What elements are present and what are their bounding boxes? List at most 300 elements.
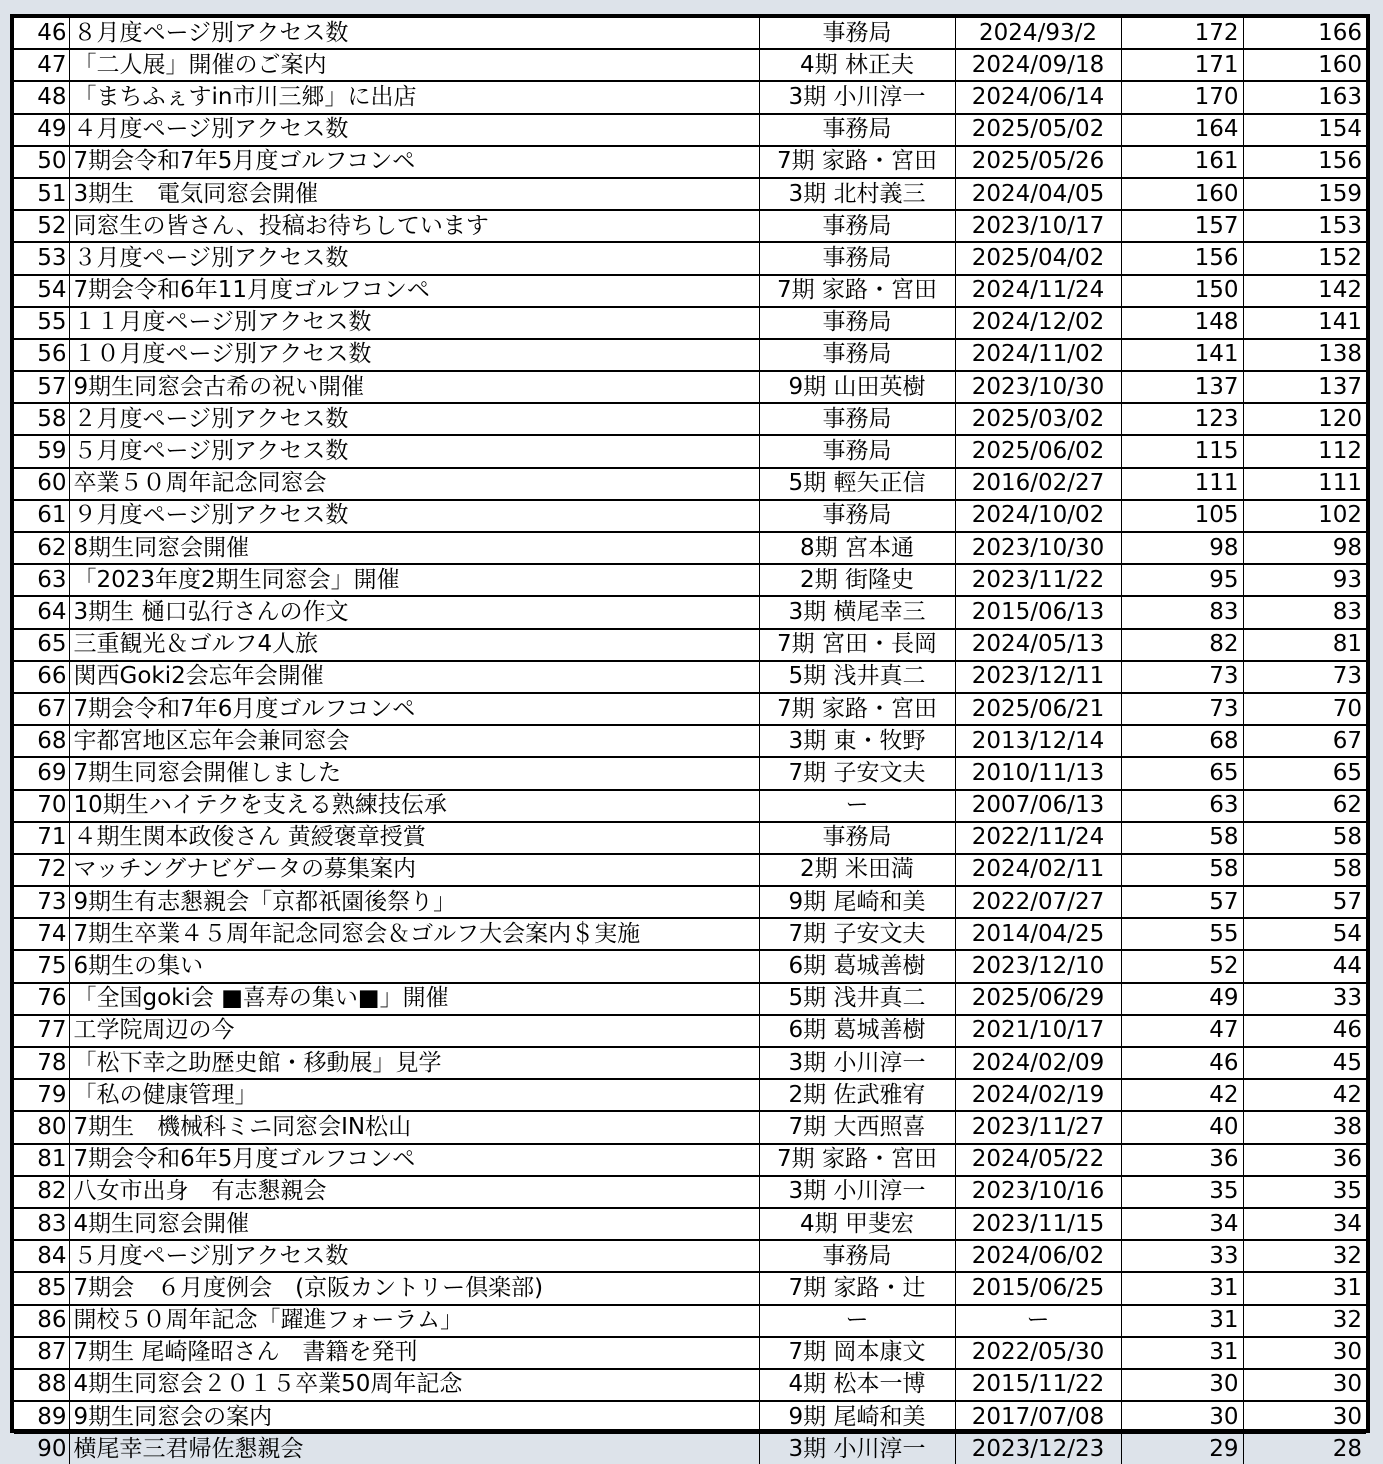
article-title: 7期生卒業４５周年記念同窓会＆ゴルフ大会案内＄実施 <box>69 918 759 950</box>
table-row <box>14 178 1366 210</box>
row-number: 52 <box>14 210 69 242</box>
view-count: 47 <box>1121 1015 1243 1047</box>
post-date: 2022/11/24 <box>955 822 1121 854</box>
unique-count: 33 <box>1243 983 1366 1015</box>
unique-count: 30 <box>1243 1401 1366 1433</box>
view-count: 40 <box>1121 1111 1243 1143</box>
author: 7期 宮田・長岡 <box>759 629 955 661</box>
view-count: 156 <box>1121 242 1243 274</box>
unique-count: 154 <box>1243 114 1366 146</box>
post-date: 2024/05/13 <box>955 629 1121 661</box>
post-date: 2024/11/02 <box>955 339 1121 371</box>
article-title: 宇都宮地区忘年会兼同窓会 <box>69 725 759 757</box>
article-title: 6期生の集い <box>69 950 759 982</box>
unique-count: 102 <box>1243 500 1366 532</box>
view-count: 34 <box>1121 1208 1243 1240</box>
post-date: 2015/06/25 <box>955 1272 1121 1304</box>
article-title: ９月度ページ別アクセス数 <box>69 500 759 532</box>
row-number: 82 <box>14 1176 69 1208</box>
post-date: 2022/05/30 <box>955 1337 1121 1369</box>
unique-count: 35 <box>1243 1176 1366 1208</box>
article-title: 9期生同窓会の案内 <box>69 1401 759 1433</box>
table-row <box>14 886 1366 918</box>
article-title: 三重観光＆ゴルフ4人旅 <box>69 629 759 661</box>
author: 2期 街隆史 <box>759 564 955 596</box>
view-count: 30 <box>1121 1369 1243 1401</box>
unique-count: 73 <box>1243 661 1366 693</box>
author: 7期 家路・宮田 <box>759 1144 955 1176</box>
unique-count: 153 <box>1243 210 1366 242</box>
article-title: 同窓生の皆さん、投稿お待ちしています <box>69 210 759 242</box>
article-title: 7期会令和7年5月度ゴルフコンペ <box>69 146 759 178</box>
row-number: 50 <box>14 146 69 178</box>
view-count: 170 <box>1121 81 1243 113</box>
post-date: 2023/11/27 <box>955 1111 1121 1143</box>
table-row <box>14 854 1366 886</box>
access-ranking-table <box>14 18 1366 1464</box>
unique-count: 156 <box>1243 146 1366 178</box>
row-number: 48 <box>14 81 69 113</box>
table-row <box>14 1369 1366 1401</box>
post-date: 2017/07/08 <box>955 1401 1121 1433</box>
view-count: 164 <box>1121 114 1243 146</box>
post-date: 2023/12/11 <box>955 661 1121 693</box>
author: 3期 小川淳一 <box>759 1047 955 1079</box>
unique-count: 58 <box>1243 854 1366 886</box>
author: 7期 家路・辻 <box>759 1272 955 1304</box>
unique-count: 32 <box>1243 1305 1366 1337</box>
view-count: 35 <box>1121 1176 1243 1208</box>
view-count: 68 <box>1121 725 1243 757</box>
table-row <box>14 500 1366 532</box>
row-number: 88 <box>14 1369 69 1401</box>
row-number: 62 <box>14 532 69 564</box>
author: 5期 輕矢正信 <box>759 468 955 500</box>
table-row <box>14 242 1366 274</box>
unique-count: 28 <box>1332 1435 1362 1462</box>
table-row <box>14 81 1366 113</box>
unique-count: 141 <box>1243 307 1366 339</box>
unique-count: 65 <box>1243 757 1366 789</box>
post-date: 2024/02/09 <box>955 1047 1121 1079</box>
view-count: 172 <box>1121 18 1243 49</box>
view-count: 161 <box>1121 146 1243 178</box>
unique-count: 81 <box>1243 629 1366 661</box>
table-row <box>14 1047 1366 1079</box>
row-number: 90 <box>14 1433 69 1464</box>
view-count: 123 <box>1121 403 1243 435</box>
table-row <box>14 725 1366 757</box>
post-date: 2023/10/30 <box>955 371 1121 403</box>
post-date: 2025/04/02 <box>955 242 1121 274</box>
author: 事務局 <box>759 1240 955 1272</box>
table-row <box>14 403 1366 435</box>
view-count: 98 <box>1121 532 1243 564</box>
row-number: 63 <box>14 564 69 596</box>
unique-count: 58 <box>1243 822 1366 854</box>
post-date: 2013/12/14 <box>955 725 1121 757</box>
article-title: 「全国goki会 ■喜寿の集い■」開催 <box>69 983 759 1015</box>
row-number: 59 <box>14 435 69 467</box>
view-count: 115 <box>1121 435 1243 467</box>
author: 7期 家路・宮田 <box>759 146 955 178</box>
author: 事務局 <box>759 114 955 146</box>
author: 5期 浅井真二 <box>759 983 955 1015</box>
view-count: 95 <box>1121 564 1243 596</box>
row-number: 55 <box>14 307 69 339</box>
view-count: 160 <box>1121 178 1243 210</box>
unique-count: 30 <box>1243 1369 1366 1401</box>
row-number: 66 <box>14 661 69 693</box>
article-title: 7期会令和6年5月度ゴルフコンペ <box>69 1144 759 1176</box>
unique-count: 83 <box>1243 596 1366 628</box>
unique-count: 54 <box>1243 918 1366 950</box>
row-number: 61 <box>14 500 69 532</box>
unique-count: 159 <box>1243 178 1366 210</box>
row-number: 85 <box>14 1272 69 1304</box>
article-title: 7期会 ６月度例会 (京阪カントリー倶楽部) <box>69 1272 759 1304</box>
author: 3期 横尾幸三 <box>759 596 955 628</box>
unique-count: 120 <box>1243 403 1366 435</box>
article-title: １０月度ページ別アクセス数 <box>69 339 759 371</box>
view-count: 29 <box>1121 1433 1243 1464</box>
view-count: 42 <box>1121 1079 1243 1111</box>
article-title: 4期生同窓会２０１５卒業50周年記念 <box>69 1369 759 1401</box>
author: 事務局 <box>759 822 955 854</box>
row-number: 72 <box>14 854 69 886</box>
row-number: 47 <box>14 49 69 81</box>
post-date: 2024/12/02 <box>955 307 1121 339</box>
view-count: 83 <box>1121 596 1243 628</box>
article-title: ５月度ページ別アクセス数 <box>69 1240 759 1272</box>
table-row <box>14 1240 1366 1272</box>
article-title: ５月度ページ別アクセス数 <box>69 435 759 467</box>
author: 7期 家路・宮田 <box>759 275 955 307</box>
post-date: 2025/05/26 <box>955 146 1121 178</box>
author: 3期 小川淳一 <box>759 1433 955 1464</box>
author: 7期 子安文夫 <box>759 757 955 789</box>
table-row <box>14 1079 1366 1111</box>
table-row <box>14 1272 1366 1304</box>
author: 事務局 <box>759 403 955 435</box>
table-row <box>14 18 1366 49</box>
article-title: 卒業５０周年記念同窓会 <box>69 468 759 500</box>
article-title: 「二人展」開催のご案内 <box>69 49 759 81</box>
post-date: 2024/02/19 <box>955 1079 1121 1111</box>
article-title: 横尾幸三君帰佐懇親会 <box>69 1433 759 1464</box>
author: 事務局 <box>759 435 955 467</box>
article-title: 「2023年度2期生同窓会」開催 <box>69 564 759 596</box>
row-number: 79 <box>14 1079 69 1111</box>
author: 5期 浅井真二 <box>759 661 955 693</box>
article-title: 開校５０周年記念「躍進フォーラム」 <box>69 1305 759 1337</box>
table-row <box>14 1337 1366 1369</box>
post-date: 2016/02/27 <box>955 468 1121 500</box>
unique-count: 38 <box>1243 1111 1366 1143</box>
access-ranking-sheet <box>10 14 1370 1462</box>
table-row <box>14 661 1366 693</box>
post-date: 2015/06/13 <box>955 596 1121 628</box>
view-count: 73 <box>1121 693 1243 725</box>
table-row <box>14 693 1366 725</box>
table-row <box>14 210 1366 242</box>
author: ー <box>759 1305 955 1337</box>
view-count: 31 <box>1121 1272 1243 1304</box>
post-date: 2024/06/02 <box>955 1240 1121 1272</box>
row-number: 67 <box>14 693 69 725</box>
view-count: 148 <box>1121 307 1243 339</box>
post-date: 2007/06/13 <box>955 790 1121 822</box>
row-number: 87 <box>14 1337 69 1369</box>
article-title: 「松下幸之助歴史館・移動展」見学 <box>69 1047 759 1079</box>
unique-count: 42 <box>1243 1079 1366 1111</box>
table-row <box>14 146 1366 178</box>
post-date: 2025/06/21 <box>955 693 1121 725</box>
post-date: 2024/09/18 <box>955 49 1121 81</box>
row-number: 69 <box>14 757 69 789</box>
view-count: 150 <box>1121 275 1243 307</box>
author: 3期 北村義三 <box>759 178 955 210</box>
post-date: 2014/04/25 <box>955 918 1121 950</box>
article-title: 7期生同窓会開催しました <box>69 757 759 789</box>
article-title: 7期生 機械科ミニ同窓会IN松山 <box>69 1111 759 1143</box>
row-number: 89 <box>14 1401 69 1433</box>
row-number: 80 <box>14 1111 69 1143</box>
row-number: 64 <box>14 596 69 628</box>
author: 7期 大西照喜 <box>759 1111 955 1143</box>
view-count: 137 <box>1121 371 1243 403</box>
unique-count: 46 <box>1243 1015 1366 1047</box>
post-date: 2023/11/22 <box>955 564 1121 596</box>
view-count: 58 <box>1121 822 1243 854</box>
author: 2期 米田満 <box>759 854 955 886</box>
table-row <box>14 950 1366 982</box>
view-count: 33 <box>1121 1240 1243 1272</box>
table-row <box>14 790 1366 822</box>
post-date: 2024/06/14 <box>955 81 1121 113</box>
view-count: 46 <box>1121 1047 1243 1079</box>
author: 9期 尾崎和美 <box>759 1401 955 1433</box>
row-number: 56 <box>14 339 69 371</box>
view-count: 65 <box>1121 757 1243 789</box>
table-row <box>14 757 1366 789</box>
article-title: 8期生同窓会開催 <box>69 532 759 564</box>
post-date: ー <box>955 1305 1121 1337</box>
author: 6期 葛城善樹 <box>759 950 955 982</box>
row-number: 60 <box>14 468 69 500</box>
table-row <box>14 1144 1366 1176</box>
unique-count: 44 <box>1243 950 1366 982</box>
unique-count: 62 <box>1243 790 1366 822</box>
view-count: 141 <box>1121 339 1243 371</box>
row-number: 70 <box>14 790 69 822</box>
author: 4期 林正夫 <box>759 49 955 81</box>
unique-count: 45 <box>1243 1047 1366 1079</box>
article-title: 工学院周辺の今 <box>69 1015 759 1047</box>
table-row <box>14 1305 1366 1337</box>
author: 7期 家路・宮田 <box>759 693 955 725</box>
unique-count: 152 <box>1243 242 1366 274</box>
article-title: 7期会令和6年11月度ゴルフコンペ <box>69 275 759 307</box>
unique-count: 30 <box>1243 1337 1366 1369</box>
view-count: 105 <box>1121 500 1243 532</box>
view-count: 30 <box>1121 1401 1243 1433</box>
view-count: 58 <box>1121 854 1243 886</box>
author: 8期 宮本通 <box>759 532 955 564</box>
post-date: 2023/11/15 <box>955 1208 1121 1240</box>
author: 3期 小川淳一 <box>759 1176 955 1208</box>
author: 7期 岡本康文 <box>759 1337 955 1369</box>
row-number: 68 <box>14 725 69 757</box>
view-count: 157 <box>1121 210 1243 242</box>
row-number: 46 <box>14 18 69 49</box>
table-row <box>14 307 1366 339</box>
row-number: 57 <box>14 371 69 403</box>
unique-count: 67 <box>1243 725 1366 757</box>
row-number: 83 <box>14 1208 69 1240</box>
row-number: 78 <box>14 1047 69 1079</box>
row-number: 76 <box>14 983 69 1015</box>
author: 4期 甲斐宏 <box>759 1208 955 1240</box>
author: 9期 山田英樹 <box>759 371 955 403</box>
table-row <box>14 532 1366 564</box>
view-count: 31 <box>1121 1337 1243 1369</box>
table-row <box>14 114 1366 146</box>
article-title: ３月度ページ別アクセス数 <box>69 242 759 274</box>
table-row <box>14 1401 1366 1433</box>
article-title: １１月度ページ別アクセス数 <box>69 307 759 339</box>
post-date: 2023/10/17 <box>955 210 1121 242</box>
article-title: 7期会令和7年6月度ゴルフコンペ <box>69 693 759 725</box>
view-count: 49 <box>1121 983 1243 1015</box>
post-date: 2023/12/23 <box>955 1433 1121 1464</box>
article-title: 10期生ハイテクを支える熟練技伝承 <box>69 790 759 822</box>
article-title: 「まちふぇすin市川三郷」に出店 <box>69 81 759 113</box>
author: 2期 佐武雅宥 <box>759 1079 955 1111</box>
view-count: 55 <box>1121 918 1243 950</box>
author: 事務局 <box>759 210 955 242</box>
table-row <box>14 596 1366 628</box>
post-date: 2010/11/13 <box>955 757 1121 789</box>
table-row <box>14 1015 1366 1047</box>
post-date: 2023/12/10 <box>955 950 1121 982</box>
row-number: 81 <box>14 1144 69 1176</box>
row-number: 49 <box>14 114 69 146</box>
table-row <box>14 983 1366 1015</box>
unique-count: 93 <box>1243 564 1366 596</box>
row-number: 51 <box>14 178 69 210</box>
view-count: 31 <box>1121 1305 1243 1337</box>
post-date: 2022/07/27 <box>955 886 1121 918</box>
table-row <box>14 1111 1366 1143</box>
post-date: 2025/03/02 <box>955 403 1121 435</box>
article-title: 八女市出身 有志懇親会 <box>69 1176 759 1208</box>
author: 事務局 <box>759 339 955 371</box>
post-date: 2024/04/05 <box>955 178 1121 210</box>
row-number: 58 <box>14 403 69 435</box>
table-row <box>14 275 1366 307</box>
view-count: 82 <box>1121 629 1243 661</box>
row-number: 75 <box>14 950 69 982</box>
post-date: 2025/06/02 <box>955 435 1121 467</box>
post-date: 2015/11/22 <box>955 1369 1121 1401</box>
author: 事務局 <box>759 242 955 274</box>
post-date: 2024/11/24 <box>955 275 1121 307</box>
unique-count: 137 <box>1243 371 1366 403</box>
unique-count: 57 <box>1243 886 1366 918</box>
row-number: 86 <box>14 1305 69 1337</box>
unique-count: 160 <box>1243 49 1366 81</box>
post-date: 2025/05/02 <box>955 114 1121 146</box>
author: 3期 小川淳一 <box>759 81 955 113</box>
article-title: 3期生 電気同窓会開催 <box>69 178 759 210</box>
author: 事務局 <box>759 307 955 339</box>
row-number: 84 <box>14 1240 69 1272</box>
view-count: 73 <box>1121 661 1243 693</box>
table-row <box>14 629 1366 661</box>
article-title: 4期生同窓会開催 <box>69 1208 759 1240</box>
table-row <box>14 564 1366 596</box>
post-date: 2023/10/30 <box>955 532 1121 564</box>
post-date: 2021/10/17 <box>955 1015 1121 1047</box>
post-date: 2024/02/11 <box>955 854 1121 886</box>
view-count: 52 <box>1121 950 1243 982</box>
author: 事務局 <box>759 18 955 49</box>
article-title: ８月度ページ別アクセス数 <box>69 18 759 49</box>
author: 3期 東・牧野 <box>759 725 955 757</box>
view-count: 63 <box>1121 790 1243 822</box>
unique-count: 112 <box>1243 435 1366 467</box>
article-title: 3期生 樋口弘行さんの作文 <box>69 596 759 628</box>
view-count: 111 <box>1121 468 1243 500</box>
author: 9期 尾崎和美 <box>759 886 955 918</box>
view-count: 57 <box>1121 886 1243 918</box>
row-number: 74 <box>14 918 69 950</box>
author: 7期 子安文夫 <box>759 918 955 950</box>
unique-count: 34 <box>1243 1208 1366 1240</box>
unique-count: 166 <box>1243 18 1366 49</box>
table-row <box>14 371 1366 403</box>
unique-count: 142 <box>1243 275 1366 307</box>
post-date: 2024/10/02 <box>955 500 1121 532</box>
unique-count: 36 <box>1243 1144 1366 1176</box>
row-number: 65 <box>14 629 69 661</box>
table-row <box>14 1176 1366 1208</box>
article-title: 9期生有志懇親会「京都祇園後祭り」 <box>69 886 759 918</box>
article-title: マッチングナビゲータの募集案内 <box>69 854 759 886</box>
post-date: 2023/10/16 <box>955 1176 1121 1208</box>
author: 事務局 <box>759 500 955 532</box>
row-number: 73 <box>14 886 69 918</box>
row-number: 77 <box>14 1015 69 1047</box>
unique-count: 111 <box>1243 468 1366 500</box>
author: ー <box>759 790 955 822</box>
view-count: 171 <box>1121 49 1243 81</box>
article-title: ２月度ページ別アクセス数 <box>69 403 759 435</box>
article-title: ４期生関本政俊さん 黄綬褒章授賞 <box>69 822 759 854</box>
post-date: 2024/05/22 <box>955 1144 1121 1176</box>
table-row <box>14 918 1366 950</box>
unique-count: 31 <box>1243 1272 1366 1304</box>
unique-count: 163 <box>1243 81 1366 113</box>
table-row <box>14 468 1366 500</box>
table-row <box>14 49 1366 81</box>
unique-count: 70 <box>1243 693 1366 725</box>
table-row <box>14 1208 1366 1240</box>
row-number: 54 <box>14 275 69 307</box>
unique-count: 32 <box>1243 1240 1366 1272</box>
author: 4期 松本一博 <box>759 1369 955 1401</box>
